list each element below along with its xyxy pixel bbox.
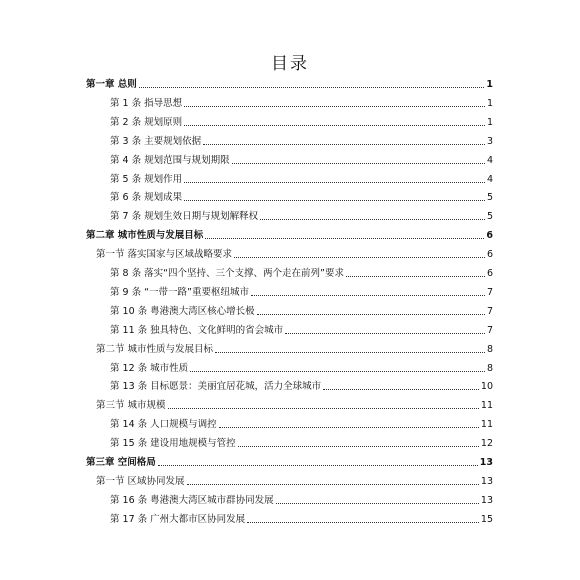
dot-leader [346, 275, 485, 277]
toc-entry-text: 第 12 条 城市性质 [110, 362, 189, 374]
toc-page-number: 7 [486, 324, 493, 336]
dot-leader [323, 388, 479, 390]
toc-entry-text: 第 1 条 指导思想 [110, 97, 183, 109]
toc-entry-text: 第一节 区域协同发展 [96, 475, 185, 487]
toc-page-number: 8 [486, 343, 493, 355]
dot-leader [184, 199, 485, 201]
dot-leader [168, 407, 479, 409]
dot-leader [203, 143, 485, 145]
dot-leader [184, 105, 485, 107]
toc-section-row[interactable] [96, 340, 493, 356]
toc-entry-text: 第二节 城市性质与发展目标 [96, 343, 214, 355]
dot-leader [285, 332, 485, 334]
toc-page-number: 11 [480, 400, 493, 412]
toc-entry-text: 第 8 条 落实“四个坚持、三个支撑、两个走在前列”要求 [110, 268, 344, 279]
toc-article-row[interactable] [110, 113, 493, 129]
dot-leader [260, 218, 485, 220]
toc-article-row[interactable] [110, 321, 493, 337]
toc-page-number: 4 [486, 154, 493, 166]
toc-page-number: 8 [486, 362, 493, 374]
toc-page-number: 4 [486, 173, 493, 185]
toc-page-number: 1 [486, 116, 493, 128]
toc-entry-text: 第一节 落实国家与区域战略要求 [96, 249, 233, 261]
dot-leader [184, 181, 485, 183]
toc-article-row[interactable] [110, 264, 493, 280]
toc-article-row[interactable] [110, 510, 493, 526]
toc-entry-text: 第 6 条 规划成果 [110, 192, 183, 204]
toc-article-row[interactable] [110, 151, 493, 167]
toc-entry-text: 第 14 条 人口规模与调控 [110, 419, 217, 431]
toc-entry-text: 第 13 条 目标愿景：美丽宜居花城，活力全球城市 [110, 381, 322, 393]
toc-page-number: 13 [479, 457, 493, 468]
toc-page-number: 10 [480, 381, 493, 393]
toc-page-number: 6 [486, 268, 493, 279]
toc-entry-text: 第 15 条 建设用地规模与管控 [110, 438, 236, 450]
toc-entry-text: 第 4 条 规划范围与规划期限 [110, 154, 230, 166]
toc-title: 目录 [271, 54, 309, 74]
toc-page-number: 5 [486, 211, 493, 223]
dot-leader [276, 502, 479, 504]
toc-article-row[interactable] [110, 377, 493, 393]
dot-leader [257, 313, 485, 315]
dot-leader [190, 370, 485, 372]
toc-article-row[interactable] [110, 434, 493, 450]
toc-entry-text: 第 17 条 广州大都市区协同发展 [110, 513, 246, 525]
dot-leader [251, 294, 485, 296]
toc-page-number: 15 [480, 513, 493, 525]
toc-entry-text: 第三节 城市规模 [96, 400, 166, 412]
toc-page-number: 6 [486, 230, 493, 242]
toc-article-row[interactable] [110, 94, 493, 110]
toc-entry-text: 第 16 条 粤港澳大湾区城市群协同发展 [110, 494, 274, 506]
toc-article-row[interactable] [110, 170, 493, 186]
dot-leader [139, 86, 485, 88]
dot-leader [187, 483, 479, 485]
toc-entry-text: 第 3 条 主要规划依据 [110, 135, 202, 147]
dot-leader [247, 521, 479, 523]
toc-page-number: 1 [486, 97, 493, 109]
toc-entry-text: 第三章 空间格局 [86, 457, 156, 468]
toc-page-number: 13 [480, 475, 493, 487]
toc-page-number: 3 [486, 135, 493, 147]
toc-page-number: 6 [486, 249, 493, 261]
toc-page-number: 11 [480, 419, 493, 431]
toc-page-number: 7 [486, 305, 493, 317]
dot-leader [219, 426, 479, 428]
dot-leader [232, 162, 485, 164]
toc-section-row[interactable] [96, 472, 493, 488]
toc-entry-text: 第一章 总则 [86, 79, 137, 90]
toc-article-row[interactable] [110, 302, 493, 318]
toc-entry-text: 第 7 条 规划生效日期与规划解释权 [110, 211, 259, 223]
toc-entry-text: 第 9 条 “一带一路”重要枢纽城市 [110, 286, 249, 298]
toc-article-row[interactable] [110, 491, 493, 507]
dot-leader [238, 445, 479, 447]
toc-article-row[interactable] [110, 415, 493, 431]
toc-entry-text: 第 10 条 粤港澳大湾区核心增长极 [110, 305, 255, 317]
toc-page-number: 1 [486, 79, 493, 90]
toc-chapter-row[interactable] [86, 453, 493, 469]
toc-entry-text: 第 2 条 规划原则 [110, 116, 183, 128]
toc-chapter-row[interactable] [86, 75, 493, 91]
dot-leader [184, 124, 485, 126]
toc-article-row[interactable] [110, 207, 493, 223]
dot-leader [215, 351, 485, 353]
toc-section-row[interactable] [96, 245, 493, 261]
toc-article-row[interactable] [110, 132, 493, 148]
toc-page-number: 13 [480, 494, 493, 506]
toc-page-number: 12 [480, 438, 493, 450]
toc-chapter-row[interactable] [86, 226, 493, 242]
dot-leader [234, 256, 485, 258]
toc-entry-text: 第二章 城市性质与发展目标 [86, 230, 204, 242]
toc-article-row[interactable] [110, 188, 493, 204]
toc-entry-text: 第 5 条 规划作用 [110, 173, 183, 185]
toc-article-row[interactable] [110, 283, 493, 299]
toc-page-number: 7 [486, 286, 493, 298]
toc-page-number: 5 [486, 192, 493, 204]
dot-leader [158, 464, 478, 466]
dot-leader [205, 237, 484, 239]
toc-section-row[interactable] [96, 396, 493, 412]
toc-article-row[interactable] [110, 359, 493, 375]
toc-entry-text: 第 11 条 独具特色、文化鲜明的省会城市 [110, 324, 284, 336]
